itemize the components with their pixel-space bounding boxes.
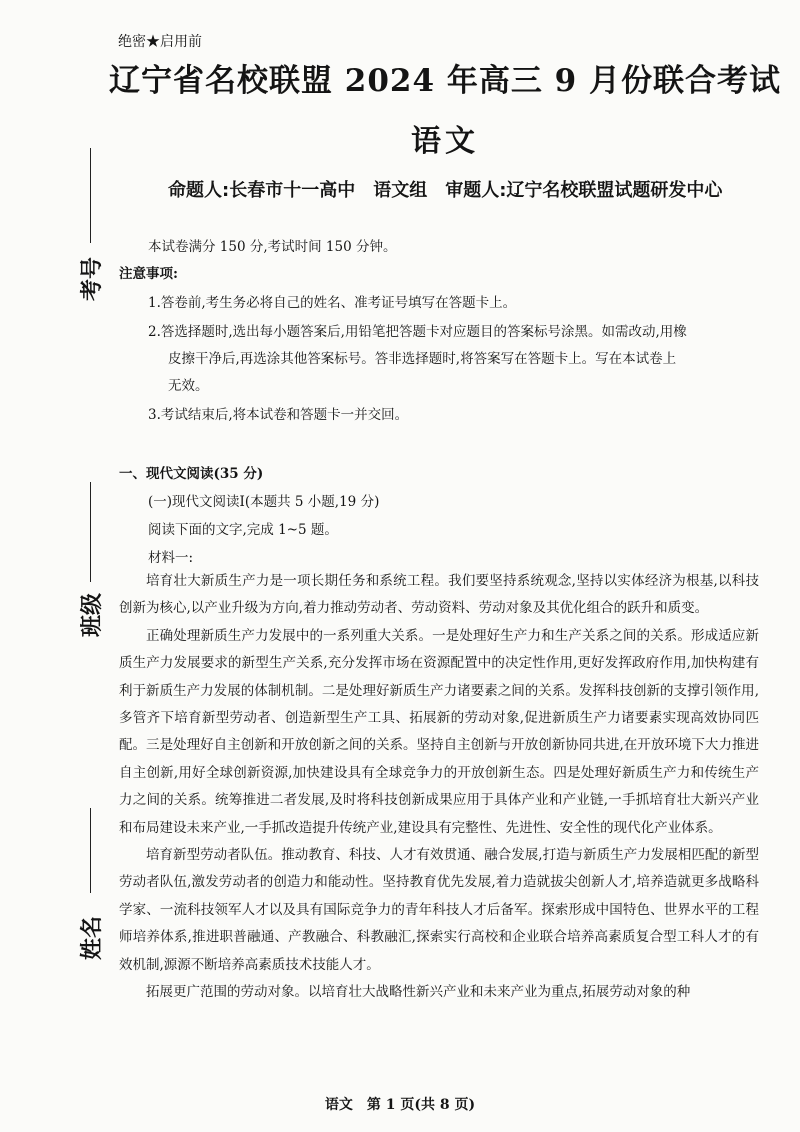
subject-title: 语文 xyxy=(411,124,479,159)
sub-section-heading: (一)现代文阅读Ⅰ(本题共 5 小题,19 分) xyxy=(148,494,380,510)
exam-title: 辽宁省名校联盟 2024 年高三 9 月份联合考试 xyxy=(108,63,782,99)
paragraph: 培育壮大新质生产力是一项长期任务和系统工程。我们要坚持系统观念,坚持以实体经济为根基,以科技创新为核心,以产业升级为方向,着力推动劳动者、劳动资料、劳动对象及其优化组合的跃升和质变。 xyxy=(119,573,759,617)
name-label: 姓名 xyxy=(80,915,105,960)
section-heading: 一、现代文阅读(35 分) xyxy=(119,466,264,482)
paragraph: 正确处理新质生产力发展中的一系列重大关系。一是处理好生产力和生产关系之间的关系。形成适应新质生产力发展要求的新型生产关系,充分发挥市场在资源配置中的决定性作用,更好发挥政府作用,加快构建有利于新质生产力发展的体制机制。二是处理好新质生产力诸要素之间的关系。发挥科技创新的支撑引领作用,多管齐下培育新型劳动者、创造新型生产工具、拓展新的劳动对象,促进新质生产力诸要素实现高效协同匹配。三是处理好自主创新和开放创新之间的关系。坚持自主创新与开放创新协同共进,在开放环境下大力推进自主创新,用好全球创新资源,加快建设具有全球竞争力的开放创新生态。四是处理好新质生产力和传统生产力之间的关系。统筹推进二者发展,及时将科技创新成果应用于具体产业和产业链,一手抓培育壮大新兴产业和布局建设未来产业,一手抓改造提升传统产业,建设具有完整性、先进性、安全性的现代化产业体系。 xyxy=(119,627,759,836)
material-label: 材料一: xyxy=(148,550,194,566)
note-3: 3.考试结束后,将本试卷和答题卡一并交回。 xyxy=(148,407,409,423)
note-2-line-3: 无效。 xyxy=(168,378,209,394)
paragraph: 培育新型劳动者队伍。推动教育、科技、人才有效贯通、融合发展,打造与新质生产力发展相匹配的新型劳动者队伍,激发劳动者的创造力和能动性。坚持教育优先发展,着力造就拔尖创新人才,培养造就更多战略科学家、一流科技领军人才以及具有国际竞争力的青年科技人才后备军。探索形成中国特色、世界水平的工程师培养体系,推进职普融通、产教融合、科教融汇,探索实行高校和企业联合培养高素质复合型工科人才的有效机制,源源不断培养高素质技术技能人才。 xyxy=(119,847,759,973)
material-body xyxy=(119,568,759,1007)
class-label: 班级 xyxy=(80,592,105,637)
note-2-line-1: 2.答选择题时,选出每小题答案后,用铅笔把答题卡对应题目的答案标号涂黑。如需改动,用橡 xyxy=(148,324,687,340)
class-line[interactable] xyxy=(90,482,91,582)
score-time: 本试卷满分 150 分,考试时间 150 分钟。 xyxy=(148,239,397,255)
author-reviewer: 审题人:辽宁名校联盟试题研发中心 xyxy=(445,180,723,201)
name-line[interactable] xyxy=(90,808,91,893)
exam-number-line[interactable] xyxy=(90,148,91,243)
notes-title: 注意事项: xyxy=(119,266,178,282)
note-1: 1.答卷前,考生务必将自己的姓名、准考证号填写在答题卡上。 xyxy=(148,295,517,311)
author-setter: 命题人:长春市十一高中 xyxy=(168,180,356,201)
page-footer: 语文 第 1 页(共 8 页) xyxy=(324,1097,476,1113)
reading-instruction: 阅读下面的文字,完成 1~5 题。 xyxy=(148,522,338,538)
author-group: 语文组 xyxy=(373,180,428,201)
exam-number-label: 考号 xyxy=(80,256,105,301)
note-2-line-2: 皮擦干净后,再选涂其他答案标号。答非选择题时,将答案写在答题卡上。写在本试卷上 xyxy=(168,351,677,367)
author-line xyxy=(168,176,722,202)
paragraph: 拓展更广范围的劳动对象。以培育壮大战略性新兴产业和未来产业为重点,拓展劳动对象的种 xyxy=(146,984,691,1001)
secret-mark: 绝密★启用前 xyxy=(118,34,202,50)
